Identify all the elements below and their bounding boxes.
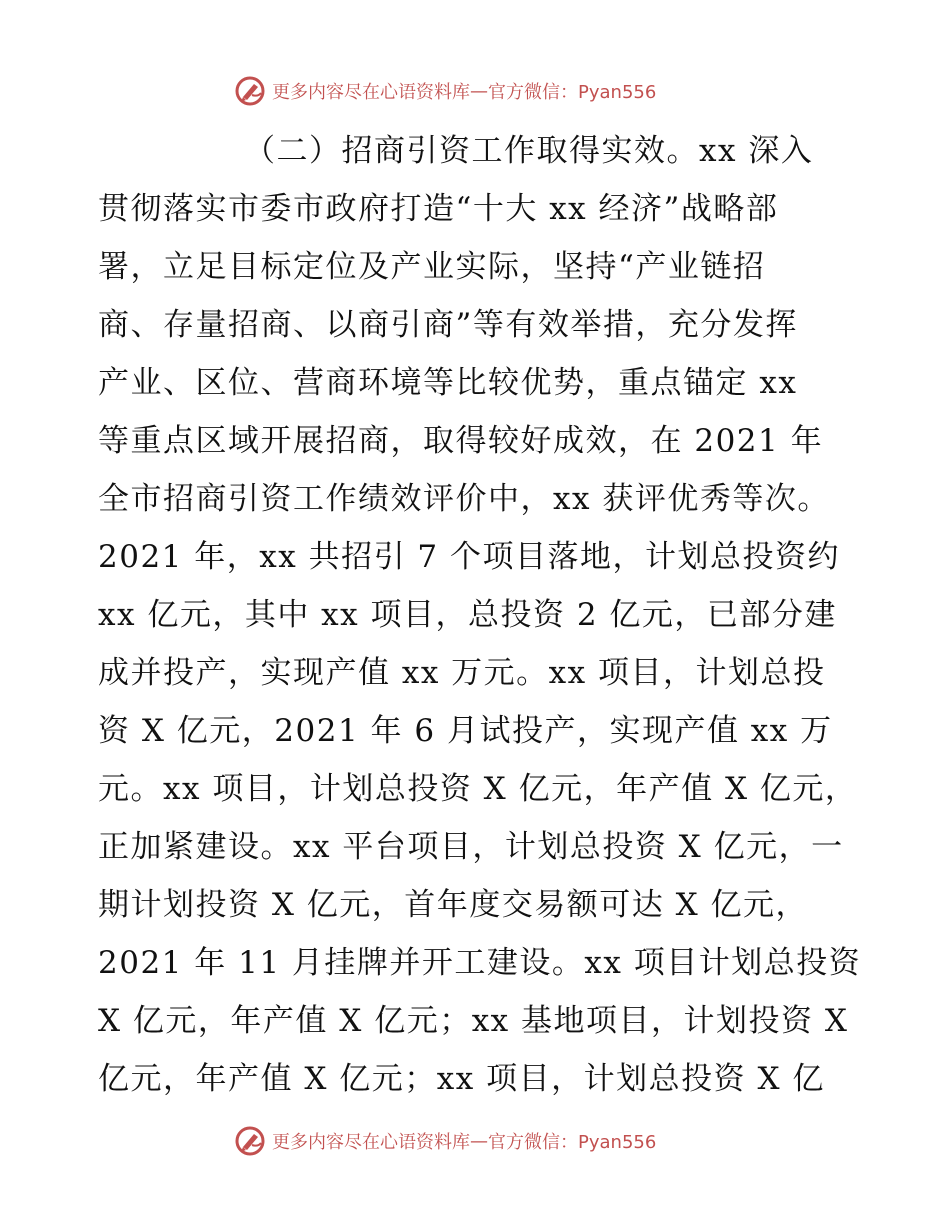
watermark-footer [234, 1124, 656, 1158]
watermark-dash: — [470, 1130, 488, 1152]
paragraph-line: 等重点区域开展招商，取得较好成效，在 2021 年 [98, 423, 824, 459]
paragraph-line: 2021 年，xx 共招引 7 个项目落地，计划总投资约 [98, 539, 840, 575]
paragraph-line: 元。xx 项目，计划总投资 X 亿元，年产值 X 亿元， [98, 771, 858, 807]
paragraph-line: 产业、区位、营商环境等比较优势，重点锚定 xx [98, 365, 798, 401]
document-body [98, 122, 862, 1108]
paragraph-line: 亿元，年产值 X 亿元；xx 项目，计划总投资 X 亿 [98, 1061, 825, 1097]
paragraph-line: 贯彻落实市委市政府打造“十大 xx 经济”战略部 [98, 191, 779, 227]
paragraph-line: xx 亿元，其中 xx 项目，总投资 2 亿元，已部分建 [98, 597, 837, 633]
paragraph-line: （二）招商引资工作取得实效。xx 深入 [244, 133, 814, 169]
paragraph-line: 署，立足目标定位及产业实际，坚持“产业链招 [98, 249, 766, 285]
watermark-dash: — [470, 80, 488, 102]
brand-logo-icon [234, 1125, 266, 1157]
paragraph-line: 全市招商引资工作绩效评价中，xx 获评优秀等次。 [98, 481, 830, 517]
watermark-text: 更多内容尽在心语资料库 [272, 1132, 470, 1153]
paragraph-line: 正加紧建设。xx 平台项目，计划总投资 X 亿元，一 [98, 829, 844, 865]
watermark-header [234, 74, 656, 108]
paragraph-line: 资 X 亿元，2021 年 6 月试投产，实现产值 xx 万 [98, 713, 833, 749]
paragraph-line: X 亿元，年产值 X 亿元；xx 基地项目，计划投资 X [98, 1003, 849, 1039]
brand-logo-icon [234, 75, 266, 107]
paragraph-line: 成并投产，实现产值 xx 万元。xx 项目，计划总投 [98, 655, 826, 691]
watermark-suffix: 官方微信：Pyan556 [488, 82, 657, 103]
watermark-text: 更多内容尽在心语资料库 [272, 82, 470, 103]
paragraph-line: 2021 年 11 月挂牌并开工建设。xx 项目计划总投资 [98, 945, 862, 981]
watermark-suffix: 官方微信：Pyan556 [488, 1132, 657, 1153]
paragraph-line: 期计划投资 X 亿元，首年度交易额可达 X 亿元， [98, 887, 809, 923]
paragraph-line: 商、存量招商、以商引商”等有效举措，充分发挥 [98, 307, 798, 343]
